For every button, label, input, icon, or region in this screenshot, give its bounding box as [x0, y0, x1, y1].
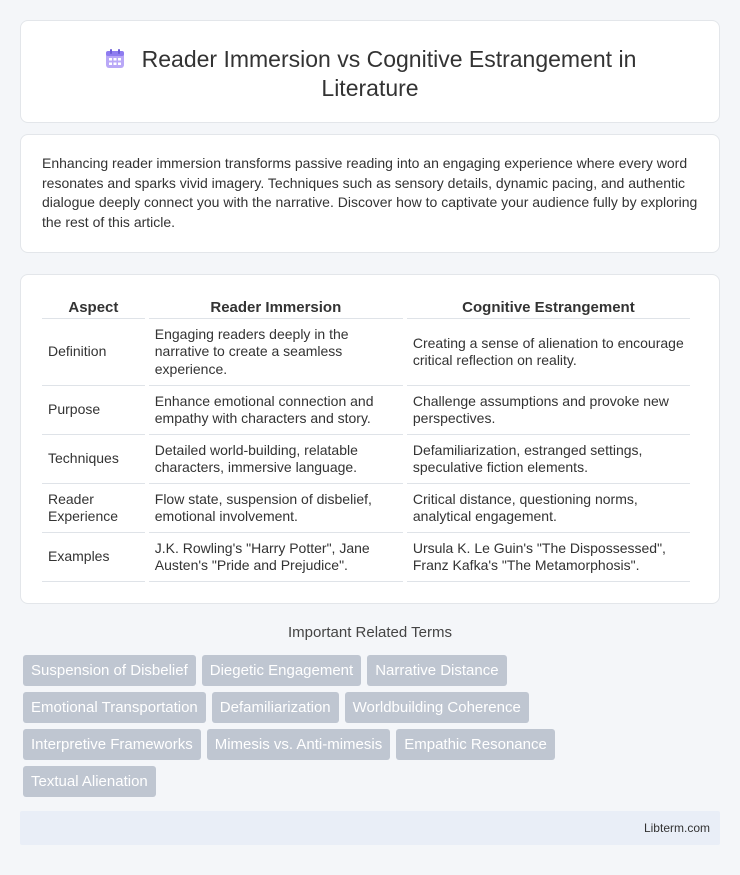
- related-term-tag[interactable]: Diegetic Engagement: [202, 655, 361, 686]
- related-term-tag[interactable]: Textual Alienation: [23, 766, 156, 797]
- title-line-2: Literature: [321, 75, 419, 101]
- header-cognitive-estrangement: Cognitive Estrangement: [407, 296, 690, 319]
- row-cognitive-estrangement: Creating a sense of alienation to encourage critical reflection on reality.: [407, 319, 690, 386]
- row-aspect: Definition: [42, 319, 145, 386]
- table-row: [42, 435, 690, 484]
- row-aspect: Reader Experience: [42, 484, 145, 533]
- related-term-tag[interactable]: Emotional Transportation: [23, 692, 206, 723]
- related-term-tag[interactable]: Defamiliarization: [212, 692, 339, 723]
- title-line-1: Reader Immersion vs Cognitive Estrangement in: [141, 46, 637, 72]
- row-cognitive-estrangement: Ursula K. Le Guin's "The Dispossessed", Franz Kafka's "The Metamorphosis".: [407, 533, 690, 582]
- table-row: [42, 319, 690, 386]
- header-reader-immersion: Reader Immersion: [149, 296, 403, 319]
- row-cognitive-estrangement: Challenge assumptions and provoke new perspectives.: [407, 386, 690, 435]
- related-term-tag[interactable]: Mimesis vs. Anti-mimesis: [207, 729, 391, 760]
- table-row: [42, 484, 690, 533]
- page-title: [21, 45, 719, 103]
- row-cognitive-estrangement: Critical distance, questioning norms, analytical engagement.: [407, 484, 690, 533]
- header-aspect: Aspect: [42, 296, 145, 319]
- row-cognitive-estrangement: Defamiliarization, estranged settings, speculative fiction elements.: [407, 435, 690, 484]
- table-header-row: [42, 296, 690, 319]
- title-card: [20, 20, 720, 123]
- comparison-table-card: [20, 274, 720, 604]
- related-terms-list: [23, 655, 623, 797]
- row-reader-immersion: Enhance emotional connection and empathy with characters and story.: [149, 386, 403, 435]
- intro-card: [20, 134, 720, 253]
- footer-site-link[interactable]: Libterm.com: [643, 821, 710, 835]
- related-terms-heading: Important Related Terms: [288, 624, 452, 641]
- footer: [20, 811, 720, 845]
- table-row: [42, 386, 690, 435]
- row-reader-immersion: Detailed world-building, relatable characters, immersive language.: [149, 435, 403, 484]
- calendar-icon: [104, 48, 126, 70]
- related-term-tag[interactable]: Narrative Distance: [367, 655, 506, 686]
- related-term-tag[interactable]: Suspension of Disbelief: [23, 655, 196, 686]
- table-row: [42, 533, 690, 582]
- related-term-tag[interactable]: Worldbuilding Coherence: [345, 692, 529, 723]
- row-aspect: Purpose: [42, 386, 145, 435]
- intro-paragraph: Enhancing reader immersion transforms passive reading into an engaging experience where every word resonates and sparks vivid imagery. Techniques such as sensory details, dynamic pacing, and authentic dialogue deeply connect you with the narrative. Discover how to captivate your audience fully by exploring the rest of this article.: [42, 155, 698, 230]
- comparison-table: [38, 296, 694, 582]
- related-term-tag[interactable]: Interpretive Frameworks: [23, 729, 201, 760]
- row-reader-immersion: Engaging readers deeply in the narrative to create a seamless experience.: [149, 319, 403, 386]
- row-aspect: Examples: [42, 533, 145, 582]
- row-aspect: Techniques: [42, 435, 145, 484]
- related-term-tag[interactable]: Empathic Resonance: [396, 729, 555, 760]
- row-reader-immersion: Flow state, suspension of disbelief, emotional involvement.: [149, 484, 403, 533]
- row-reader-immersion: J.K. Rowling's "Harry Potter", Jane Austen's "Pride and Prejudice".: [149, 533, 403, 582]
